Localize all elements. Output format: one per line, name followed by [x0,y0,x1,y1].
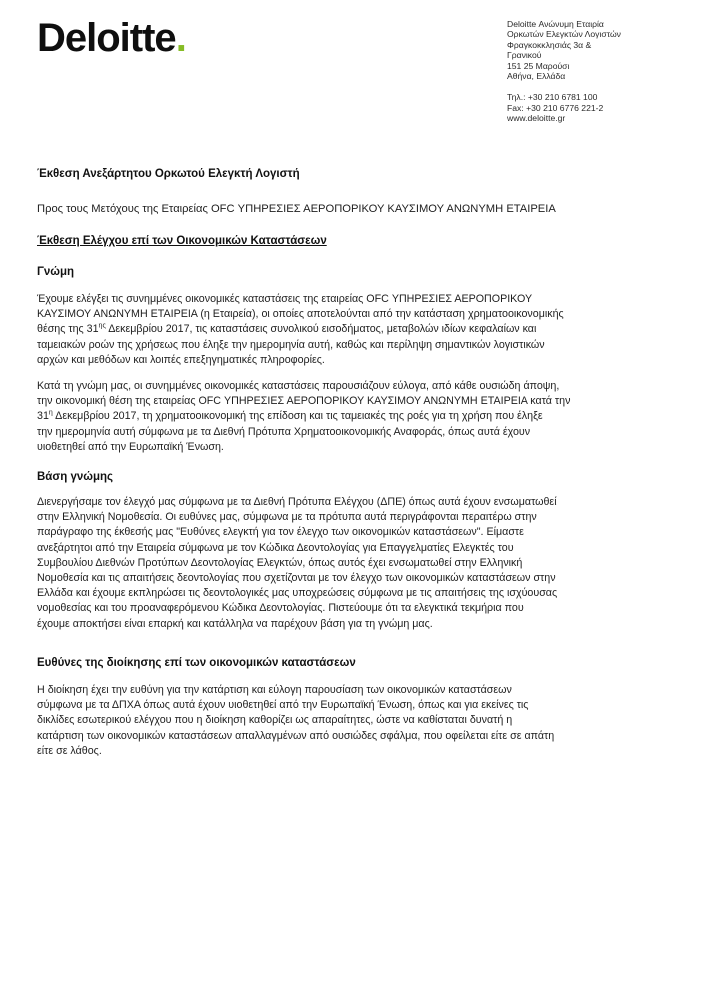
logo-dot: . [175,16,186,60]
text-line: την οικονομική θέση της εταιρείας OFC ΥΠΗΡΕΣΙΕΣ ΑΕΡΟΠΟΡΙΚΟΥ ΚΑΥΣΙΜΟΥ ΑΝΩΝΥΜΗ ΕΤΑΙΡΕΙΑ κατά την [37,395,571,408]
basis-heading: Βάση γνώμης [37,471,114,483]
basis-paragraph [37,495,667,632]
text-line: Ελλάδα και έχουμε εκπληρώσει τις δεοντολογικές μας υποχρεώσεις σύμφωνα με τις απαιτήσεις της ισχύουσας [37,587,558,600]
opinion-paragraph-2 [37,379,667,455]
text-line-rest: Δεκεμβρίου 2017, τις καταστάσεις συνολικού εισοδήματος, μεταβολών ιδίων κεφαλαίων και [105,323,537,336]
text-line: δικλίδες εσωτερικού ελέγχου που η διοίκηση καθορίζει ως απαραίτητες, ώστε να καθίσταται δυνατή η [37,714,513,727]
text-line: σύμφωνα με τα ΔΠΧΑ όπως αυτά έχουν υιοθετηθεί από την Ευρωπαϊκή Ένωση, όπως και για εκείνες τις [37,699,529,712]
address-line: Deloitte Ανώνυμη Εταιρία [507,19,604,29]
ordinal-suffix: η [48,409,53,417]
text-line [37,409,667,424]
text-line: ανεξάρτητοι από την Εταιρεία σύμφωνα με τον Κώδικα Δεοντολογίας για Επαγγελματίες Ελεγκτές του [37,541,514,554]
company-address [507,19,621,124]
section-title: Έκθεση Ελέγχου επί των Οικονομικών Καταστάσεων [37,235,327,247]
address-line: Αθήνα, Ελλάδα [507,71,566,82]
website: www.deloitte.gr [507,113,566,124]
recipient-line: Προς τους Μετόχους της Εταιρείας OFC ΥΠΗΡΕΣΙΕΣ ΑΕΡΟΠΟΡΙΚΟΥ ΚΑΥΣΙΜΟΥ ΑΝΩΝΥΜΗ ΕΤΑΙΡΕΙΑ [37,203,556,215]
deloitte-logo [37,12,186,64]
text-line [37,322,667,337]
date-day: 31 [37,410,49,423]
text-line: είτε σε λάθος. [37,744,102,757]
text-line: την ημερομηνία αυτή σύμφωνα με τα Διεθνή Πρότυπα Χρηματοοικονομικής Αναφοράς, όπως αυτά έχουν [37,425,531,438]
management-heading: Ευθύνες της διοίκησης επί των οικονομικών καταστάσεων [37,657,356,669]
text-line: ταμειακών ροών της χρήσεως που έληξε την ημερομηνία αυτή, καθώς και περίληψη σημαντικών λογιστικών [37,338,545,351]
logo-text: Deloitte [37,16,176,60]
report-title: Έκθεση Ανεξάρτητου Ορκωτού Ελεγκτή Λογιστή [37,168,300,180]
text-line: Συμβουλίου Διεθνών Προτύπων Δεοντολογίας Ελεγκτών, όπως αυτός έχει ενσωματωθεί στην Ελληνική [37,556,523,569]
text-line: νομοθεσίας και του προαναφερόμενου Κώδικα Δεοντολογίας. Πιστεύουμε ότι τα ελεγκτικά τεκμήρια που [37,602,524,615]
text-line: παράγραφο της έκθεσής μας "Ευθύνες ελεγκτή για τον έλεγχο των οικονομικών καταστάσεων". Είμαστε [37,526,524,539]
text-line: έχουμε αποκτήσει είναι επαρκή και κατάλληλα να παρέχουν βάση για τη γνώμη μας. [37,617,433,630]
management-paragraph [37,683,667,759]
address-line: 151 25 Μαρούσι [507,60,570,71]
phone-number: Τηλ.: +30 210 6781 100 [507,92,598,103]
date-day: θέσης της 31 [37,323,99,336]
ordinal-suffix: ης [98,322,106,330]
opinion-paragraph-1 [37,292,667,368]
text-line: κατάρτιση των οικονομικών καταστάσεων απαλλαγμένων από ουσιώδες σφάλμα, που οφείλεται είτε σε απάτη [37,729,555,742]
text-line: Η διοίκηση έχει την ευθύνη για την κατάρτιση και εύλογη παρουσίαση των οικονομικών καταστάσεων [37,684,512,696]
opinion-heading: Γνώμη [37,266,75,278]
text-line: Έχουμε ελέγξει τις συνημμένες οικονομικές καταστάσεις της εταιρείας OFC ΥΠΗΡΕΣΙΕΣ ΑΕΡΟΠΟΡΙΚΟΥ [37,293,533,305]
fax-number: Fax: +30 210 6776 221-2 [507,102,604,113]
address-line: Φραγκοκκλησιάς 3α & [507,39,592,50]
address-line: Ορκωτών Ελεγκτών Λογιστών [507,29,621,40]
text-line: αρχών και μεθόδων και λοιπές επεξηγηματικές πληροφορίες. [37,353,325,366]
text-line: Νομοθεσία και τις απαιτήσεις δεοντολογίας που σχετίζονται με τον έλεγχο των οικονομικών καταστάσεων στην [37,572,556,585]
text-line-rest: Δεκεμβρίου 2017, τη χρηματοοικονομική της επίδοση και τις ταμειακές της ροές για τη χρήση που έληξε [52,410,543,423]
text-line: Κατά τη γνώμη μας, οι συνημμένες οικονομικές καταστάσεις παρουσιάζουν εύλογα, από κάθε ουσιώδη άποψη, [37,380,560,392]
text-line: στην Ελληνική Νομοθεσία. Οι ευθύνες μας, σύμφωνα με τα πρότυπα αυτά περιγράφονται περαιτέρω στην [37,511,537,524]
text-line: Διενεργήσαμε τον έλεγχό μας σύμφωνα με τα Διεθνή Πρότυπα Ελέγχου (ΔΠΕ) όπως αυτά έχουν ενσωματωθεί [37,496,557,508]
text-line: υιοθετηθεί από την Ευρωπαϊκή Ένωση. [37,440,224,453]
text-line: ΚΑΥΣΙΜΟΥ ΑΝΩΝΥΜΗ ΕΤΑΙΡΕΙΑ (η Εταιρεία), οι οποίες αποτελούνται από την κατάσταση χρηματοοικονομικής [37,308,564,321]
address-line: Γρανικού [507,50,542,61]
